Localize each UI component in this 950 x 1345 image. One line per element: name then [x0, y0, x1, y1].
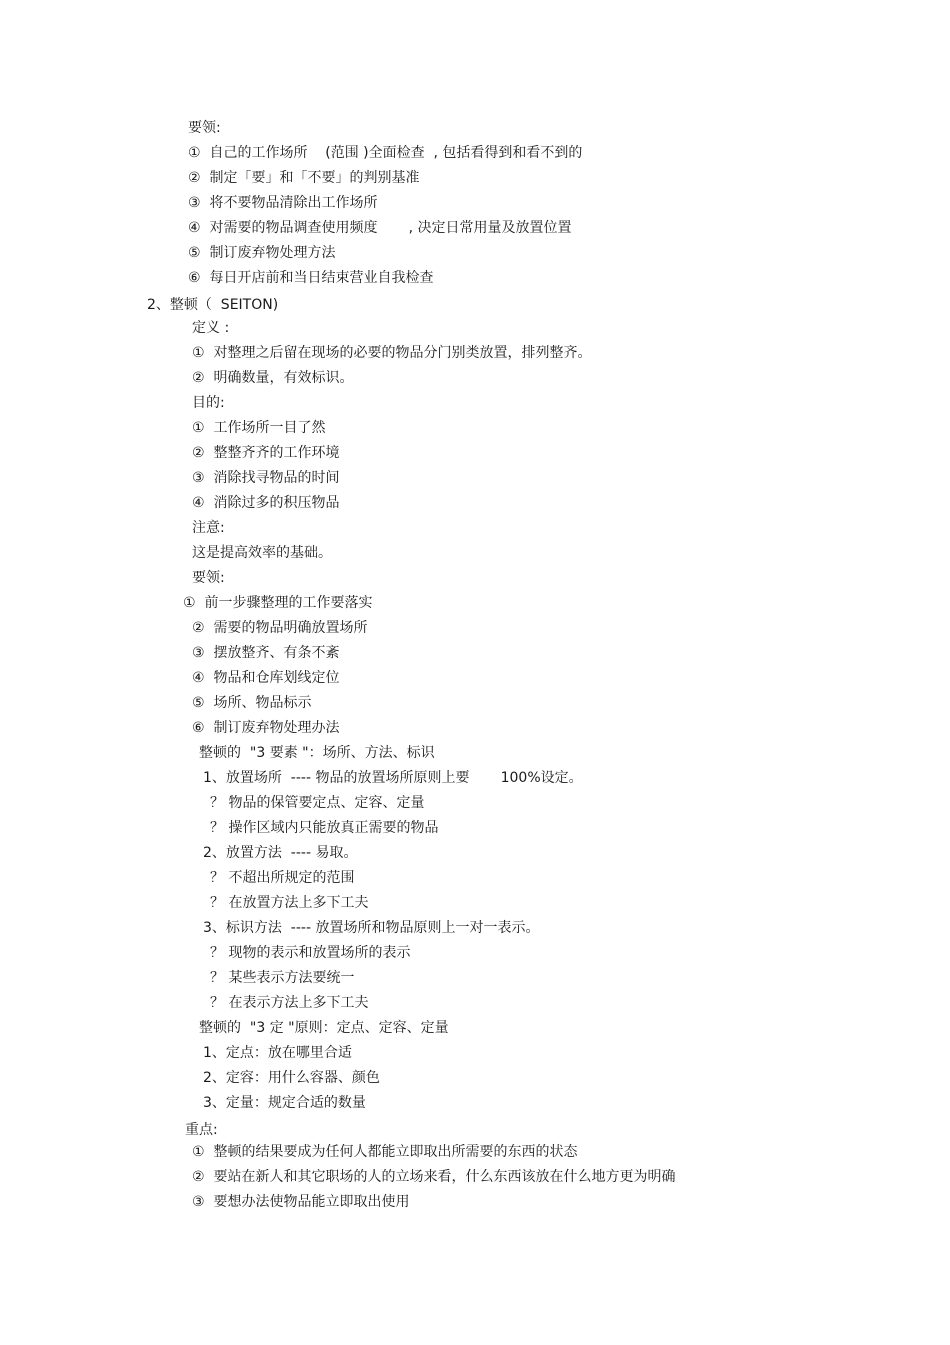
- list-item: ② 明确数量，有效标识。: [192, 370, 354, 386]
- list-item: ？ 操作区域内只能放真正需要的物品: [210, 820, 439, 836]
- list-item: ② 需要的物品明确放置场所: [192, 620, 368, 636]
- list-item: ③ 将不要物品清除出工作场所: [188, 195, 378, 211]
- list-item: ② 整整齐齐的工作环境: [192, 445, 340, 461]
- list-item: 1、定点：放在哪里合适: [203, 1045, 352, 1061]
- heading-yaoling-2: 要领:: [192, 570, 225, 586]
- list-item: ？ 在表示方法上多下工夫: [210, 995, 369, 1011]
- list-item: 2、放置方法 ---- 易取。: [203, 845, 358, 861]
- note-text: 这是提高效率的基础。: [192, 545, 332, 561]
- list-item: 3、定量：规定合适的数量: [203, 1095, 366, 1111]
- list-item: ？ 在放置方法上多下工夫: [210, 895, 369, 911]
- list-item: ⑥ 制订废弃物处理办法: [192, 720, 340, 736]
- list-item: ② 制定「要」和「不要」的判别基准: [188, 170, 420, 186]
- section-title-seiton: 2、整顿（ SEITON): [147, 297, 279, 313]
- list-item: ① 工作场所一目了然: [192, 420, 326, 436]
- subheading-3-ding: 整顿的 "3 定 "原则：定点、定容、定量: [199, 1020, 449, 1036]
- list-item: ① 整顿的结果要成为任何人都能立即取出所需要的东西的状态: [192, 1144, 578, 1160]
- list-item: ？ 不超出所规定的范围: [210, 870, 355, 886]
- list-item: ① 前一步骤整理的工作要落实: [183, 595, 373, 611]
- list-item: ② 要站在新人和其它职场的人的立场来看，什么东西该放在什么地方更为明确: [192, 1169, 676, 1185]
- list-item: ③ 消除找寻物品的时间: [192, 470, 340, 486]
- list-item: ③ 要想办法使物品能立即取出使用: [192, 1194, 410, 1210]
- list-item: ？ 物品的保管要定点、定容、定量: [210, 795, 425, 811]
- list-item: ④ 对需要的物品调查使用频度 , 决定日常用量及放置位置: [188, 220, 572, 236]
- list-item: 3、标识方法 ---- 放置场所和物品原则上一对一表示。: [203, 920, 540, 936]
- list-item: ⑤ 场所、物品标示: [192, 695, 312, 711]
- list-item: ④ 消除过多的积压物品: [192, 495, 340, 511]
- list-item: ？ 现物的表示和放置场所的表示: [210, 945, 411, 961]
- heading-definition: 定义 :: [192, 320, 230, 336]
- list-item: ① 对整理之后留在现场的必要的物品分门别类放置，排列整齐。: [192, 345, 592, 361]
- subheading-3-elements: 整顿的 "3 要素 "：场所、方法、标识: [199, 745, 435, 761]
- heading-note: 注意:: [192, 520, 225, 536]
- list-item: 1、放置场所 ---- 物品的放置场所原则上要 100%设定。: [203, 770, 583, 786]
- list-item: ③ 摆放整齐、有条不紊: [192, 645, 340, 661]
- heading-yaoling-1: 要领:: [188, 120, 221, 136]
- heading-purpose: 目的:: [192, 395, 225, 411]
- heading-key-points: 重点:: [185, 1122, 218, 1138]
- list-item: ⑥ 每日开店前和当日结束营业自我检查: [188, 270, 434, 286]
- list-item: ？ 某些表示方法要统一: [210, 970, 355, 986]
- list-item: ④ 物品和仓库划线定位: [192, 670, 340, 686]
- list-item: ① 自己的工作场所 (范围 )全面检查 , 包括看得到和看不到的: [188, 145, 583, 161]
- list-item: ⑤ 制订废弃物处理方法: [188, 245, 336, 261]
- list-item: 2、定容：用什么容器、颜色: [203, 1070, 380, 1086]
